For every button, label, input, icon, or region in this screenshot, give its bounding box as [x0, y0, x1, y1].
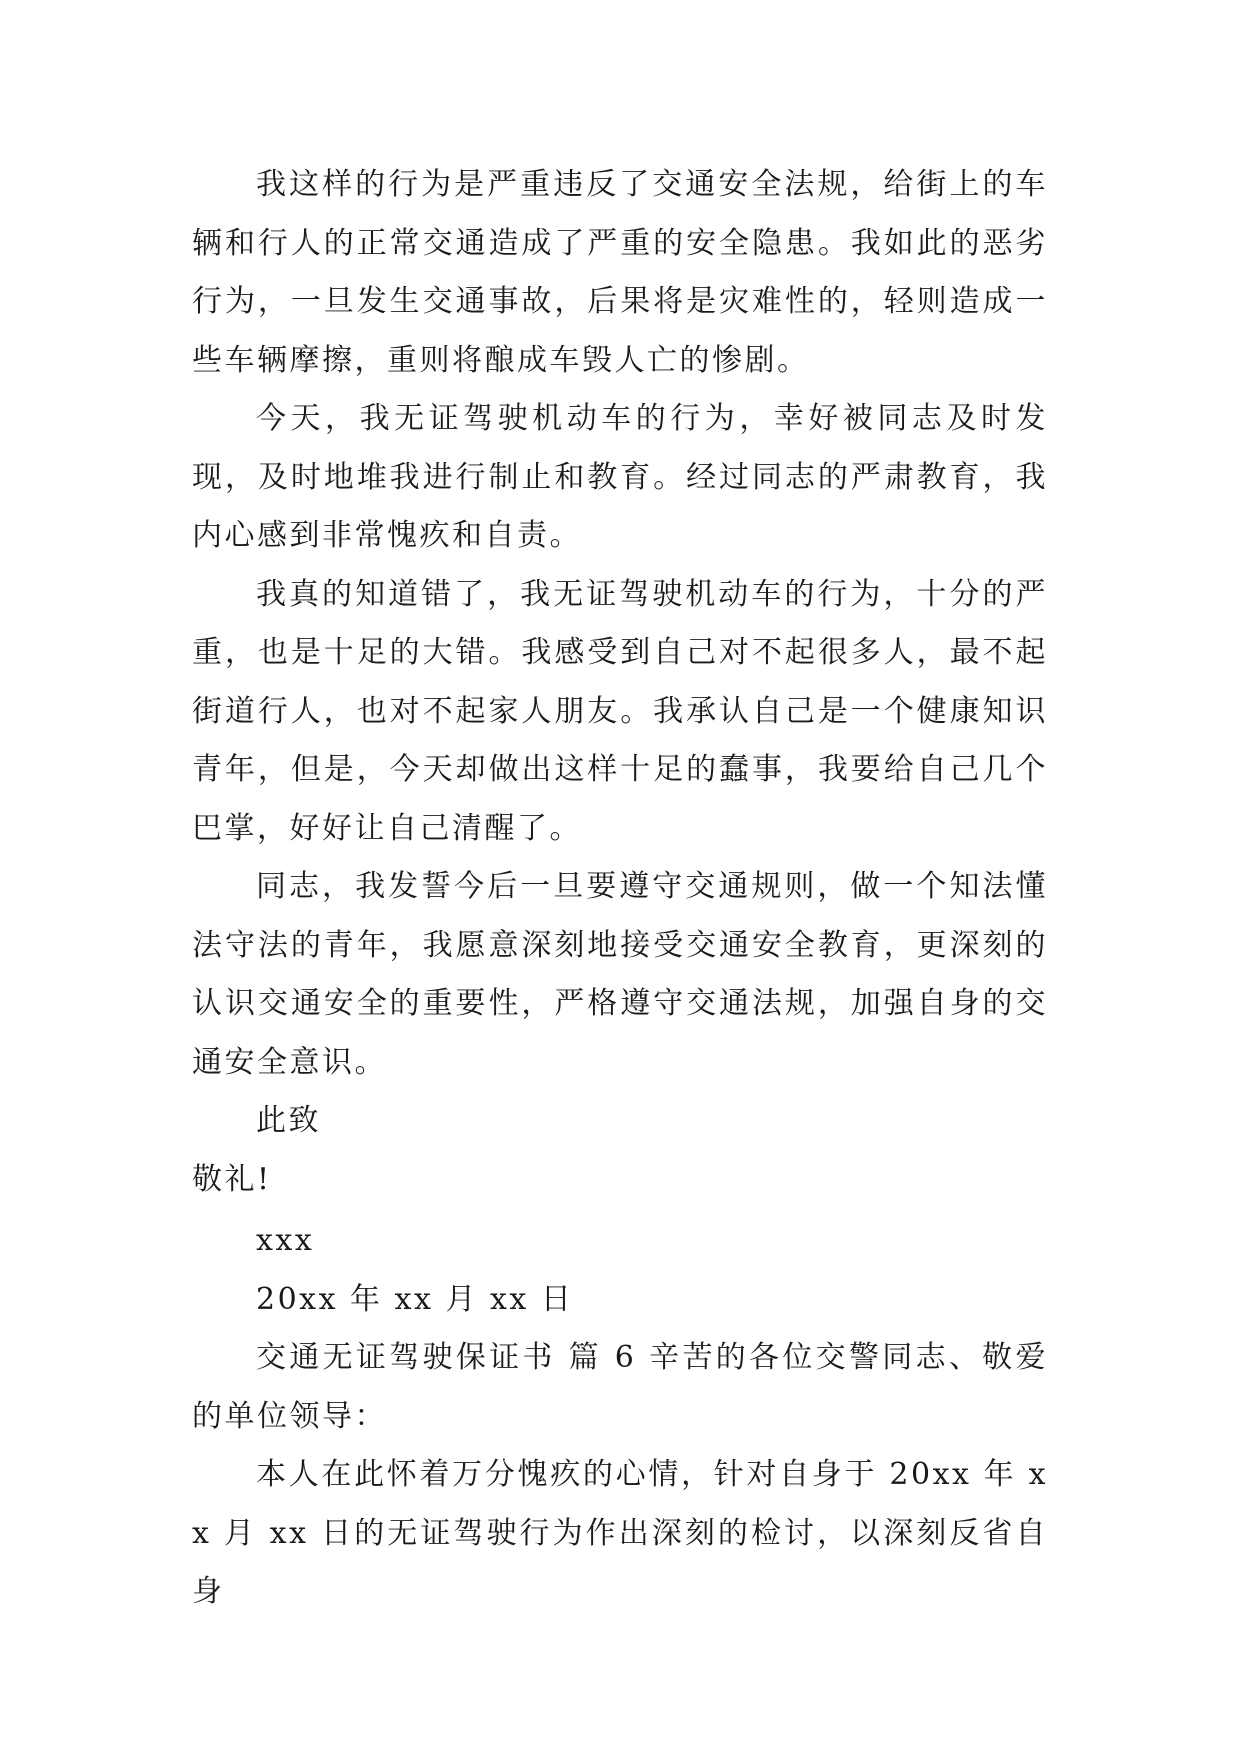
paragraph-1: 我这样的行为是严重违反了交通安全法规，给街上的车辆和行人的正常交通造成了严重的安全隐患。我如此的恶劣行为，一旦发生交通事故，后果将是灾难性的，轻则造成一些车辆摩擦，重则将酿成车毁人亡的惨剧。: [192, 167, 1048, 378]
paragraph-2: 今天，我无证驾驶机动车的行为，幸好被同志及时发现，及时地堆我进行制止和教育。经过同志的严肃教育，我内心感到非常愧疚和自责。: [192, 401, 1048, 553]
document-body: [192, 156, 1048, 1622]
closing-salute: 敬礼!: [192, 1161, 272, 1197]
paragraph-4: 同志，我发誓今后一旦要遵守交通规则，做一个知法懂法守法的青年，我愿意深刻地接受交通安全教育，更深刻的认识交通安全的重要性，严格遵守交通法规，加强自身的交通安全意识。: [192, 869, 1048, 1080]
date: 20xx 年 xx 月 xx 日: [256, 1281, 574, 1317]
paragraph-3: 我真的知道错了，我无证驾驶机动车的行为，十分的严重，也是十足的大错。我感受到自己对不起很多人，最不起街道行人，也对不起家人朋友。我承认自己是一个健康知识青年，但是，今天却做出这样十足的蠢事，我要给自己几个巴掌，好好让自己清醒了。: [192, 576, 1048, 846]
signature: xxx: [256, 1223, 315, 1258]
paragraph-5: 本人在此怀着万分愧疚的心情，针对自身于 20xx 年 xx 月 xx 日的无证驾驶行为作出深刻的检讨，以深刻反省自身: [192, 1457, 1048, 1609]
section-heading: 交通无证驾驶保证书 篇 6 辛苦的各位交警同志、敬爱的单位领导：: [192, 1340, 1048, 1434]
closing-greeting: 此致: [256, 1103, 321, 1138]
